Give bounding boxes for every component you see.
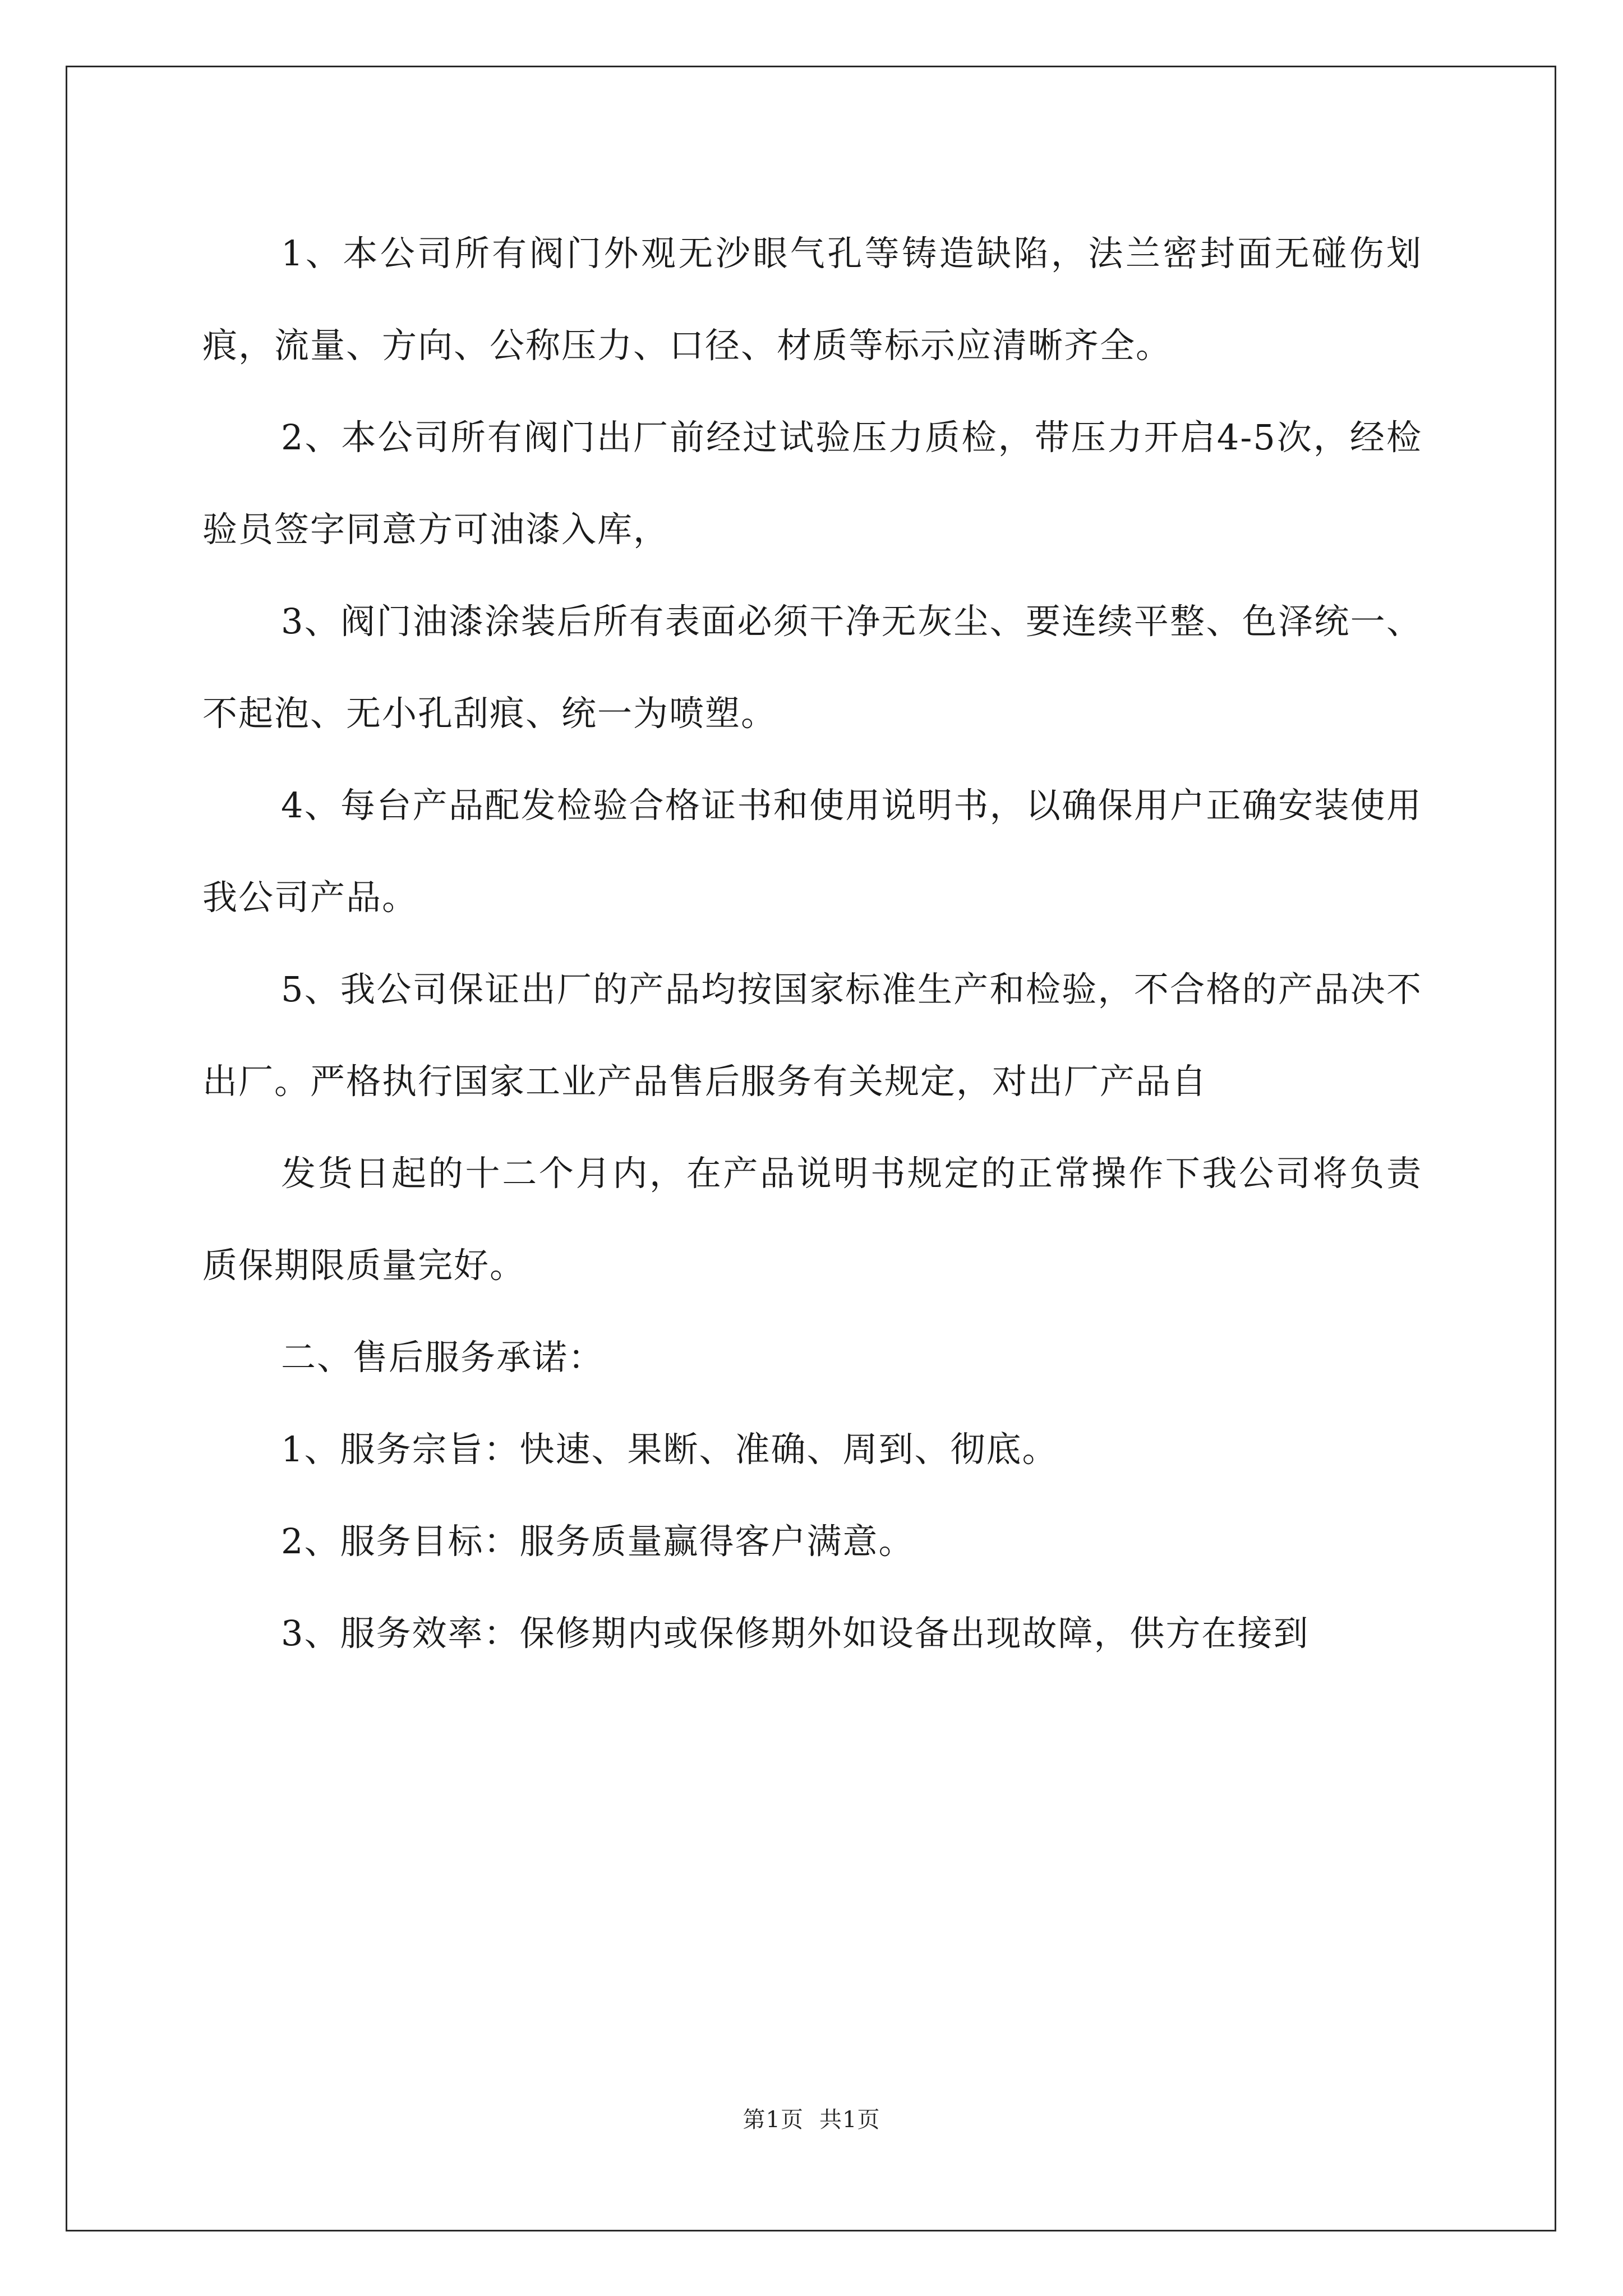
paragraph-quality-2: 2、本公司所有阀门出厂前经过试验压力质检，带压力开启4-5次，经检验员签字同意方可油漆入库， (202, 417, 1422, 550)
page-number-total: 共1页 (819, 2107, 880, 2133)
paragraph-warranty: 发货日起的十二个月内，在产品说明书规定的正常操作下我公司将负责质保期限质量完好。 (202, 1153, 1422, 1286)
section-heading-after-sales: 二、售后服务承诺： (281, 1337, 605, 1378)
paragraph-service-efficiency: 3、服务效率：保修期内或保修期外如设备出现故障，供方在接到 (281, 1613, 1310, 1654)
paragraph-service-purpose: 1、服务宗旨：快速、果断、准确、周到、彻底。 (281, 1429, 1058, 1470)
document-body (202, 208, 1422, 1680)
paragraph-quality-3: 3、阀门油漆涂装后所有表面必须干净无灰尘、要连续平整、色泽统一、不起泡、无小孔刮痕、统一为喷塑。 (202, 601, 1422, 734)
paragraph-service-goal: 2、服务目标：服务质量赢得客户满意。 (281, 1521, 915, 1562)
page-number-current: 第1页 (743, 2107, 804, 2133)
paragraph-quality-1: 1、本公司所有阀门外观无沙眼气孔等铸造缺陷，法兰密封面无碰伤划痕，流量、方向、公称压力、口径、材质等标示应清晰齐全。 (202, 233, 1422, 366)
page-footer (0, 2102, 1623, 2134)
paragraph-quality-5: 5、我公司保证出厂的产品均按国家标准生产和检验，不合格的产品决不出厂。严格执行国家工业产品售后服务有关规定，对出厂产品自 (202, 969, 1422, 1102)
paragraph-quality-4: 4、每台产品配发检验合格证书和使用说明书，以确保用户正确安装使用我公司产品。 (202, 785, 1422, 918)
